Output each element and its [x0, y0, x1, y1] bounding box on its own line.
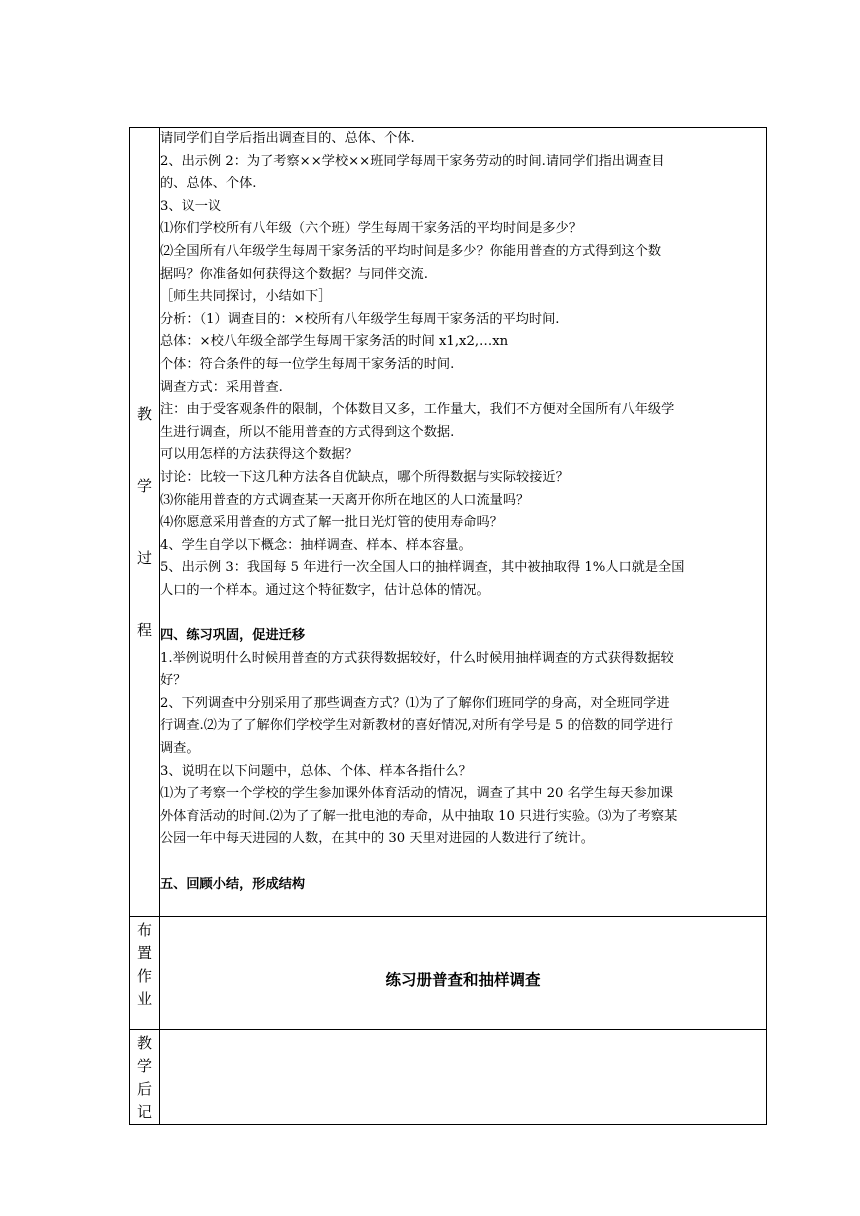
- label-char: 学: [136, 1057, 152, 1075]
- content-line: 2、下列调查中分别采用了那些调查方式？⑴为了了解你们班同学的身高，对全班同学进: [160, 695, 670, 711]
- label-char: 教: [136, 1034, 152, 1052]
- content-line: 调查。: [160, 741, 200, 757]
- label-char: 过: [136, 549, 152, 567]
- teaching-process-row: [130, 128, 767, 917]
- content-line: 好？: [160, 673, 187, 689]
- content-line: 可以用怎样的方法获得这个数据？: [160, 447, 358, 463]
- content-line: 生进行调查，所以不能用普查的方式得到这个数据.: [160, 424, 455, 440]
- content-line: 个体：符合条件的每一位学生每周干家务活的时间.: [160, 356, 455, 372]
- content-line: 3、议一议: [160, 198, 222, 214]
- label-char: 后: [136, 1080, 152, 1098]
- content-line: 注：由于受客观条件的限制，个体数目又多，工作量大，我们不方便对全国所有八年级学: [160, 402, 675, 418]
- lesson-plan-table: [129, 127, 767, 1125]
- content-line: 行调查.⑵为了了解你们学校学生对新教材的喜好情况,对所有学号是 5 的倍数的同学进行: [160, 718, 674, 734]
- content-line: 4、学生自学以下概念：抽样调查、样本、样本容量。: [160, 537, 472, 553]
- content-line: ［师生共同探讨，小结如下］: [160, 289, 332, 305]
- content-line: ⑴你们学校所有八年级（六个班）学生每周干家务活的平均时间是多少？: [160, 221, 582, 237]
- label-char: 教: [136, 405, 152, 423]
- content-line: 3、说明在以下问题中，总体、个体、样本各指什么？: [160, 763, 472, 779]
- content-line: ⑵全国所有八年级学生每周干家务活的平均时间是多少？你能用普查的方式得到这个数: [160, 243, 662, 259]
- blank-line: [160, 851, 766, 874]
- content-line: 2、出示例 2：为了考察××学校××班同学每周干家务劳动的时间.请同学们指出调查目: [160, 153, 665, 169]
- label-char: 学: [136, 477, 152, 495]
- homework-content: 练习册普查和抽样调查: [160, 917, 767, 1030]
- teaching-process-label: [130, 128, 160, 917]
- reflection-row: [130, 1030, 767, 1125]
- content-line: 讨论：比较一下这几种方法各自优缺点，哪个所得数据与实际较接近？: [160, 469, 569, 485]
- label-char: 业: [136, 990, 152, 1008]
- homework-label: [130, 917, 160, 1030]
- content-line: 公园一年中每天进园的人数，在其中的 30 天里对进园的人数进行了统计。: [160, 831, 594, 847]
- reflection-content: [160, 1030, 767, 1125]
- content-line: 5、出示例 3：我国每 5 年进行一次全国人口的抽样调查，其中被抽取得 1%人口就是全国: [160, 560, 685, 576]
- content-line: 的、总体、个体.: [160, 176, 257, 192]
- content-line: 1.举例说明什么时候用普查的方式获得数据较好，什么时候用抽样调查的方式获得数据较: [160, 650, 674, 666]
- content-line: ⑴为了考察一个学校的学生参加课外体育活动的情况，调查了其中 20 名学生每天参加课: [160, 786, 674, 802]
- reflection-label: [130, 1030, 160, 1125]
- label-char: 作: [136, 967, 152, 985]
- content-line: 据吗？你准备如何获得这个数据？与同伴交流.: [160, 266, 428, 282]
- label-char: 记: [136, 1103, 152, 1121]
- label-char: 置: [136, 944, 152, 962]
- label-char: 布: [136, 921, 152, 939]
- homework-row: [130, 917, 767, 1030]
- content-line: 人口的一个样本。通过这个特征数字，估计总体的情况。: [160, 582, 490, 598]
- section-heading: 五、回顾小结，形成结构: [160, 876, 306, 892]
- section-heading: 四、练习巩固，促进迁移: [160, 628, 306, 644]
- content-line: ⑷你愿意采用普查的方式了解一批日光灯管的使用寿命吗？: [160, 515, 503, 531]
- teaching-process-content: [160, 128, 767, 917]
- content-line: 请同学们自学后指出调查目的、总体、个体.: [160, 131, 415, 146]
- content-line: 外体育活动的时间.⑵为了了解一批电池的寿命，从中抽取 10 只进行实验。⑶为了考察某: [160, 808, 678, 824]
- content-line: ⑶你能用普查的方式调查某一天离开你所在地区的人口流量吗？: [160, 492, 530, 508]
- content-line: 分析：（1）调查目的：×校所有八年级学生每周干家务活的平均时间.: [160, 311, 560, 327]
- blank-line: [160, 602, 766, 625]
- content-line: 总体：×校八年级全部学生每周干家务活的时间 x1,x2,…xn: [160, 334, 509, 350]
- content-line: 调查方式：采用普查.: [160, 379, 283, 395]
- label-char: 程: [136, 621, 152, 639]
